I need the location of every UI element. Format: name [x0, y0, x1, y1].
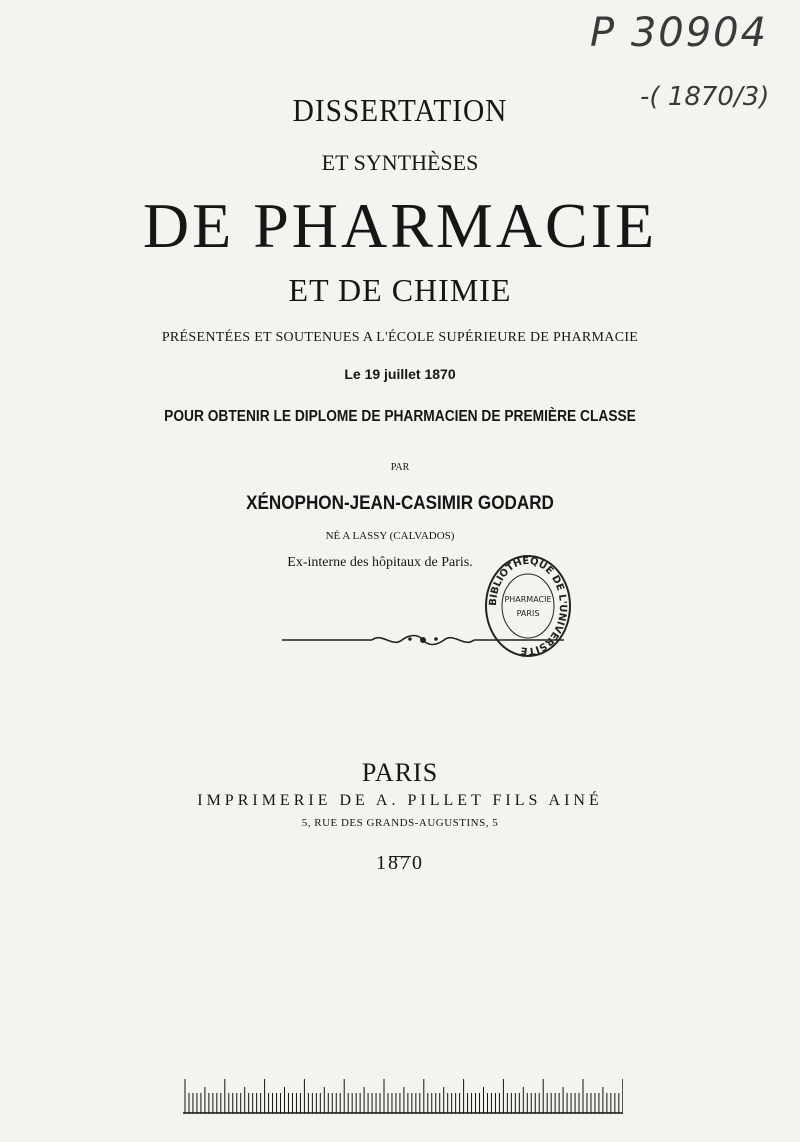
shelfmark-sub: -( 1870/3): [640, 82, 770, 112]
title-dissertation: DISSERTATION: [292, 92, 508, 128]
imprint-year: 1870: [376, 852, 424, 874]
birth-line: NÉ A LASSY (CALVADOS): [325, 530, 455, 542]
imprint-address: 5, RUE DES GRANDS-AUGUSTINS, 5: [301, 817, 499, 829]
title-de-pharmacie: DE PHARMACIE: [142, 190, 658, 261]
by-label: PAR: [390, 462, 410, 473]
imprint-printer: IMPRIMERIE DE A. PILLET FILS AINÉ: [197, 792, 603, 809]
title-et-syntheses: ET SYNTHÈSES: [321, 150, 479, 175]
stamp-outer-text: BIBLIOTHÈQUE DE L'UNIVERSITÉ: [487, 555, 569, 657]
title-et-de-chimie: ET DE CHIMIE: [288, 272, 512, 308]
imprint-city: PARIS: [361, 758, 439, 787]
purpose-line: POUR OBTENIR LE DIPLOME DE PHARMACIEN DE PREMIÈRE CLASSE: [164, 408, 636, 425]
presentation-line: PRÉSENTÉES ET SOUTENUES A L'ÉCOLE SUPÉRIEURE DE PHARMACIE: [161, 330, 639, 345]
shelfmark-number: P 30904: [590, 10, 769, 56]
stamp-inner-text-1: PHARMACIE: [504, 595, 552, 604]
scale-ruler: [183, 1078, 623, 1114]
library-stamp: [482, 550, 574, 658]
author-name: XÉNOPHON-JEAN-CASIMIR GODARD: [246, 493, 554, 514]
stamp-inner-text-2: PARIS: [516, 609, 540, 618]
defense-date: Le 19 juillet 1870: [344, 366, 456, 382]
position-line: Ex-interne des hôpitaux de Paris.: [287, 555, 473, 570]
